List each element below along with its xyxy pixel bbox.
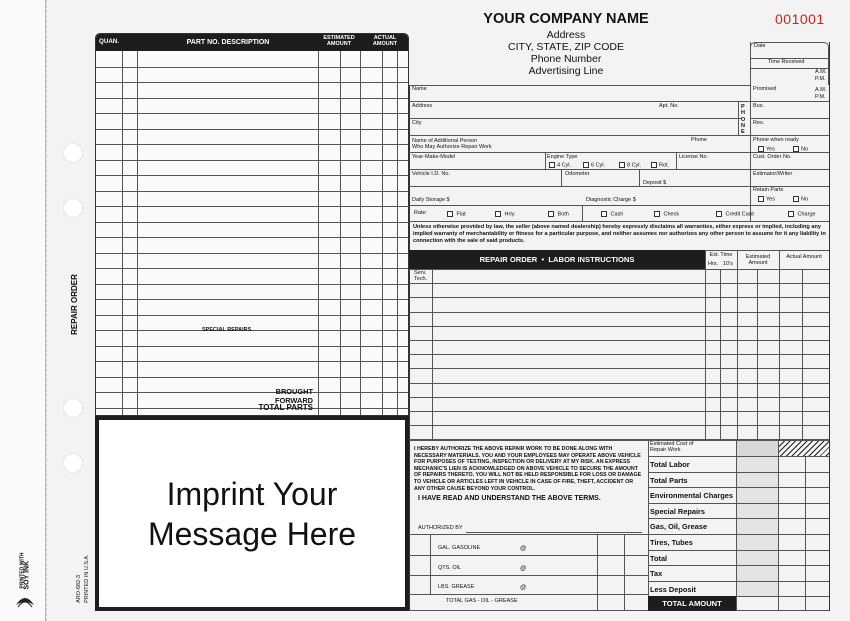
parts-row-line	[96, 237, 409, 238]
labor-row-line	[409, 383, 829, 384]
parts-row-line	[96, 175, 409, 176]
cyl6-checkbox[interactable]: 6 Cyl.	[583, 162, 605, 169]
phone-ready-yes[interactable]: Yes	[758, 146, 775, 153]
oil-label: QTS. OIL	[438, 565, 462, 571]
additional-person-label-1: Name of Additional Person	[412, 138, 478, 144]
oil-at: @	[520, 565, 527, 572]
parts-row-line	[96, 98, 409, 99]
totals-item-tax: Tax	[650, 569, 663, 578]
labor-row-line	[409, 354, 829, 355]
quan-header: QUAN.	[99, 38, 119, 45]
daily-storage-label: Daily Storage $	[412, 197, 450, 203]
info-divider	[676, 152, 677, 169]
name-label: Name	[412, 86, 427, 92]
binder-hole-1	[63, 143, 83, 163]
totals-row-line	[648, 472, 829, 473]
parts-row-line	[96, 160, 409, 161]
understand-text: I HAVE READ AND UNDERSTAND THE ABOVE TERMS.	[418, 495, 601, 502]
info-divider	[545, 152, 546, 169]
company-advertising: Advertising Line	[528, 65, 604, 77]
info-row-line	[409, 118, 742, 119]
labor-row-line	[409, 326, 829, 327]
imprint-line-2: Message Here	[147, 516, 357, 552]
parts-row-line	[96, 82, 409, 83]
fluid-divider	[597, 534, 598, 611]
totals-row-line	[648, 534, 829, 535]
soy-ink-logo: PRINTED WITH SOY INK	[12, 545, 38, 611]
apt-label: Apt. No.	[659, 103, 679, 109]
phone-vertical-label: PHONE	[741, 104, 746, 136]
parts-row-line	[96, 206, 409, 207]
labor-title: REPAIR ORDER • LABOR INSTRUCTIONS	[479, 255, 635, 264]
authorized-by-label: AUTHORIZED BY	[418, 525, 463, 531]
pm-label-2: P.M.	[815, 94, 826, 100]
estimator-label: Estimator/Writer	[753, 171, 793, 177]
additional-person-label-2: Who May Authorize Repair Work	[412, 144, 492, 150]
total-parts-label: TOTAL PARTS	[258, 403, 313, 412]
totals-item-total-parts: Total Parts	[650, 476, 688, 485]
labor-column-divider	[705, 250, 706, 269]
parts-row-line	[96, 284, 409, 285]
totals-row-line	[648, 487, 829, 488]
labor-column-divider	[737, 250, 738, 269]
labor-row-line	[409, 312, 829, 313]
fluid-row-line	[409, 575, 648, 576]
fluid-divider	[624, 534, 625, 611]
parts-row-line	[96, 222, 409, 223]
info-divider	[738, 101, 739, 135]
cash-checkbox[interactable]: Cash	[601, 211, 623, 218]
totals-row-line	[648, 581, 829, 582]
phone-when-ready-label: Phone when ready	[753, 137, 799, 143]
parts-row-line	[96, 315, 409, 316]
tens-label: 10's	[723, 261, 733, 267]
form-bottom-line	[409, 610, 829, 611]
engine-type-label: Engine Type	[547, 154, 578, 160]
labor-row-line	[409, 397, 829, 398]
estimated-amount-header: ESTIMATED AMOUNT	[323, 35, 355, 47]
labor-row-line	[409, 368, 829, 369]
total-fluids-label: TOTAL GAS - OIL - GREASE	[446, 598, 518, 604]
binder-hole-2	[63, 198, 83, 218]
totals-divider	[778, 440, 779, 611]
info-row-line	[750, 118, 829, 119]
totals-item-tires-tubes: Tires, Tubes	[650, 538, 693, 547]
company-phone: Phone Number	[530, 53, 602, 65]
binder-hole-4	[63, 453, 83, 473]
serv-label: Serv.	[414, 270, 427, 276]
tech-label: Tech.	[414, 276, 428, 282]
cust-order-no-label: Cust. Order No.	[753, 154, 792, 160]
parts-table	[95, 33, 409, 416]
labor-actual-label: Actual Amount	[786, 254, 822, 260]
phone-ready-no[interactable]: No	[793, 146, 808, 153]
info-row-line	[409, 205, 829, 206]
pm-label-1: P.M.	[815, 76, 826, 82]
parts-row-line	[96, 299, 409, 300]
both-checkbox[interactable]: Both	[548, 211, 569, 218]
charge-checkbox[interactable]: Charge	[788, 211, 816, 218]
fluid-divider	[430, 534, 431, 594]
parts-row-line	[96, 346, 409, 347]
grease-at: @	[520, 584, 527, 591]
labor-column-divider	[779, 250, 780, 269]
check-checkbox[interactable]: Check	[654, 211, 679, 218]
totals-row-line	[648, 518, 829, 519]
bus-label: Bus.	[753, 103, 765, 109]
total-amount-label: TOTAL AMOUNT	[662, 599, 722, 608]
parts-row-line	[96, 67, 409, 68]
info-divider	[639, 169, 640, 186]
actual-amount-header: ACTUAL AMOUNT	[372, 35, 398, 47]
deposit-label: Deposit $	[643, 180, 667, 186]
totals-row-line	[648, 503, 829, 504]
est-time-label: Est. Time	[709, 252, 733, 258]
totals-row-line	[648, 456, 829, 457]
info-row-line	[409, 135, 829, 136]
labor-estimated-label: Estimated Amount	[745, 254, 771, 266]
labor-row-line	[409, 425, 829, 426]
gasoline-at: @	[520, 545, 527, 552]
soybean-icon	[14, 591, 36, 609]
totals-item-total-labor: Total Labor	[650, 460, 690, 469]
city-label: City	[412, 120, 422, 126]
parts-row-line	[96, 330, 409, 331]
info-row-line	[409, 221, 829, 222]
hrly-checkbox[interactable]: Hrly.	[495, 211, 515, 218]
parts-row-line	[96, 129, 409, 130]
authorization-text: I HEREBY AUTHORIZE THE ABOVE REPAIR WORK TO BE DONE ALONG WITH NECESSARY MATERIALS. YOU AND YOUR EMPLOYEES MAY OPERATE ABOVE VEHICLE FOR PURPOSES OF TESTING, INSPECTION OR DELIVERY AT MY RISK. AN EXPRESS MECHANIC'S LIEN IS ACKNOWLEDGED ON ABOVE VEHICLE TO SECURE THE AMOUNT OF REPAIRS THERETO. YOU WILL NOT BE HELD RESPONSIBLE FOR LOSS OR DAMAGE TO VEHICLE OR ARTICLES LEFT IN VEHICLE IN CASE OF FIRE, THEFT, ACCIDENT OR ANY OTHER CAUSE BEYOND YOUR CONTROL.	[414, 446, 642, 492]
credit-card-checkbox[interactable]: Credit Card	[716, 211, 754, 218]
grease-label: LBS. GREASE	[438, 584, 475, 590]
parts-row-line	[96, 113, 409, 114]
labor-row-line	[409, 269, 829, 270]
estimated-cost-label-1: Estimated Cost of	[650, 441, 694, 447]
imprint-line-1: Imprint Your	[166, 476, 338, 512]
cyl8-checkbox[interactable]: 8 Cyl.	[619, 162, 641, 169]
description-header: PART NO. DESCRIPTION	[186, 39, 270, 46]
labor-row-line	[409, 283, 829, 284]
totals-item-total: Total	[650, 554, 668, 563]
flat-checkbox[interactable]: Flat	[447, 211, 466, 218]
fluid-row-line	[409, 555, 648, 556]
rot-checkbox[interactable]: Rot.	[651, 162, 669, 169]
special-repairs-label: SPECIAL REPAIRS	[202, 327, 252, 333]
cyl4-checkbox[interactable]: 4 Cyl.	[549, 162, 571, 169]
info-row-line	[750, 68, 829, 69]
totals-item-gas-oil-grease: Gas, Oil, Grease	[650, 522, 708, 531]
rate-label: Rate:	[414, 210, 428, 216]
diagnostic-charge-label: Diagnostic Charge $	[586, 197, 636, 203]
totals-item-environmental-charges: Environmental Charges	[650, 491, 733, 500]
info-divider	[561, 169, 562, 186]
parts-row-line	[96, 144, 409, 145]
fluid-row-line	[409, 534, 648, 535]
printed-in: PRINTED IN U.S.A.	[84, 554, 91, 603]
parts-row-line	[96, 361, 409, 362]
hrs-label: Hrs.	[708, 261, 719, 267]
time-received-label: Time Received	[768, 59, 805, 65]
info-row-line	[409, 101, 829, 102]
totals-divider	[648, 440, 649, 611]
license-no-label: License No.	[679, 154, 709, 160]
res-label: Res.	[753, 120, 765, 126]
vin-label: Vehicle I.D. No.	[412, 171, 450, 177]
am-label-2: A.M.	[815, 87, 827, 93]
date-label: Date	[754, 43, 766, 49]
parts-row-line	[96, 377, 409, 378]
totals-row-line	[648, 550, 829, 551]
labor-row-line	[409, 411, 829, 412]
retain-parts-no[interactable]: No	[793, 196, 808, 203]
retain-parts-label: Retain Parts	[753, 187, 784, 193]
binder-hole-3	[63, 398, 83, 418]
parts-row-line	[96, 253, 409, 254]
info-row-line	[409, 85, 750, 86]
totals-item-special-repairs: Special Repairs	[650, 507, 706, 516]
estimated-cost-shade	[736, 440, 778, 456]
totals-row-line	[409, 440, 829, 441]
year-make-model-label: Year-Make-Model	[412, 154, 456, 160]
left-margin-strip	[0, 0, 46, 621]
totals-item-less-deposit: Less Deposit	[650, 585, 697, 594]
promised-label: Promised	[753, 86, 777, 92]
info-divider	[582, 205, 583, 221]
labor-row-line	[409, 340, 829, 341]
company-city: CITY, STATE, ZIP CODE	[508, 41, 624, 53]
fluid-row-line	[409, 594, 648, 595]
company-address: Address	[546, 29, 586, 41]
form-code: ARO-682-3	[76, 575, 83, 603]
side-title: REPAIR ORDER	[70, 274, 79, 335]
parts-row-line	[96, 191, 409, 192]
totals-row-line	[648, 565, 829, 566]
imprint-box	[95, 416, 409, 611]
retain-parts-yes[interactable]: Yes	[758, 196, 775, 203]
parts-row-line	[96, 268, 409, 269]
odometer-label: Odometer	[565, 171, 590, 177]
labor-row-line	[409, 297, 829, 298]
brought-forward-label: BROUGHT FORWARD	[274, 387, 313, 405]
company-name: YOUR COMPANY NAME	[483, 11, 649, 27]
gasoline-label: GAL. GASOLINE	[438, 545, 481, 551]
phone-label: Phone	[691, 137, 707, 143]
address-label: Address	[412, 103, 433, 109]
totals-divider	[736, 440, 737, 611]
form-number: 001001	[775, 11, 825, 27]
disclaimer-text: Unless otherwise provided by law, the seller (above named dealership) hereby expressly disclaims all warranties, either express or implied, including any implied warranty of merchantability or fitness for a particular purpose, and neither assumes nor authorizes any other person to assume for it any liability in connection with the sale of said products.	[413, 224, 826, 245]
am-label-1: A.M.	[815, 69, 827, 75]
estimated-cost-hatch	[779, 440, 829, 456]
estimated-cost-label-2: Repair Work	[650, 447, 681, 453]
totals-shade	[736, 456, 778, 596]
